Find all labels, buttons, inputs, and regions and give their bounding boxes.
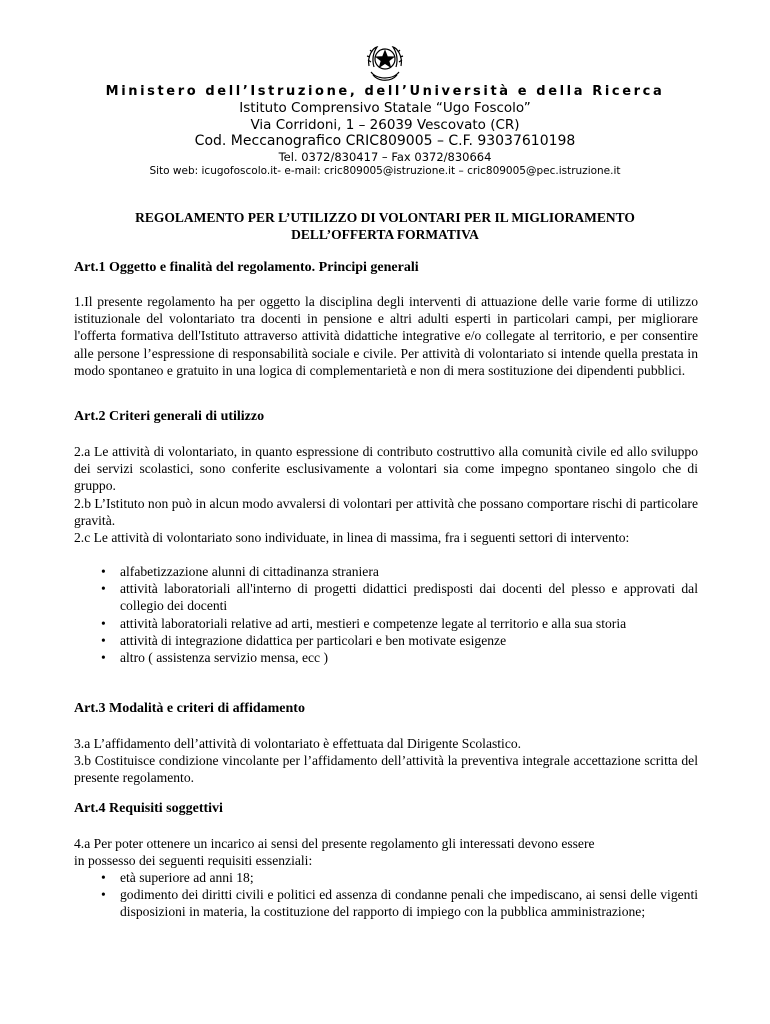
document-title-line1: REGOLAMENTO PER L’UTILIZZO DI VOLONTARI PER IL MIGLIORAMENTO xyxy=(135,210,635,225)
list-item: • godimento dei diritti civili e politici ed assenza di condanne penali che impediscano, ai sensi delle vigenti disposizioni in materia, la costituzione del rapporto di impiego con la pubblica amministrazione; xyxy=(101,887,698,920)
list-item: • attività laboratoriali relative ad arti, mestieri e competenze legate al territorio e alla sua storia xyxy=(101,615,627,631)
list-item: • alfabetizzazione alunni di cittadinanza straniera xyxy=(101,564,379,579)
bullet-icon: • xyxy=(101,615,106,631)
art1-heading: Art.1 Oggetto e finalità del regolamento. Principi generali xyxy=(74,260,419,275)
bullet-icon: • xyxy=(101,632,106,648)
list-item: • attività di integrazione didattica per particolari e ben motivate esigenze xyxy=(101,632,507,648)
school-address: Via Corridoni, 1 – 26039 Vescovato (CR) xyxy=(250,117,520,133)
italian-republic-emblem-icon xyxy=(363,40,407,84)
art2-paragraph-b: 2.b L’Istituto non può in alcun modo avvalersi di volontari per attività che possano comportare rischi di particolare gravità. xyxy=(74,496,698,529)
bullet-icon: • xyxy=(101,581,106,597)
bullet-icon: • xyxy=(101,564,106,579)
school-phone: Tel. 0372/830417 – Fax 0372/830664 xyxy=(278,150,492,164)
art2-paragraph-c: 2.c Le attività di volontariato sono individuate, in linea di massima, fra i seguenti settori di intervento: xyxy=(74,530,630,545)
document-title-line2: DELL’OFFERTA FORMATIVA xyxy=(291,227,479,242)
art1-paragraph: 1.Il presente regolamento ha per oggetto la disciplina degli interventi di attuazione delle varie forme di utilizzo istituzionale del volontariato tra docenti in pensione e altri adulti esperti in particolari campi, per migliorare l'offerta formativa dell'Istituto attraverso attività didattiche integrative e/o collegate al territorio, e per consentire alle persone l’espressione di responsabilità sociale e civile. Per attività di volontariato si intende quella prestata in modo spontaneo e gratuito in una logica di complementarietà e non di mera sostituzione dei dipendenti pubblici. xyxy=(74,294,698,378)
art2-heading: Art.2 Criteri generali di utilizzo xyxy=(74,409,265,424)
art4-paragraph-a-line2: in possesso dei seguenti requisiti essenziali: xyxy=(74,853,313,869)
art4-heading: Art.4 Requisiti soggettivi xyxy=(74,801,223,816)
art4-paragraph-a-line1: 4.a Per poter ottenere un incarico ai sensi del presente regolamento gli interessati devono essere xyxy=(74,836,595,851)
school-code: Cod. Meccanografico CRIC809005 – C.F. 93037610198 xyxy=(194,133,576,149)
art3-heading: Art.3 Modalità e criteri di affidamento xyxy=(74,701,305,716)
list-item: • attività laboratoriali all'interno di progetti didattici predisposti dai docenti del plesso e approvati dal collegio dei docenti xyxy=(101,581,698,614)
list-item: • età superiore ad anni 18; xyxy=(101,870,254,885)
art2-sector-list xyxy=(74,563,698,666)
document-title xyxy=(60,209,710,243)
bullet-icon: • xyxy=(101,870,106,885)
art3-paragraph-a: 3.a L’affidamento dell’attività di volontariato è effettuata dal Dirigente Scolastico. xyxy=(74,736,522,751)
bullet-icon: • xyxy=(101,650,106,666)
school-name: Istituto Comprensivo Statale “Ugo Foscolo” xyxy=(239,100,531,116)
list-item: • altro ( assistenza servizio mensa, ecc ) xyxy=(101,650,328,666)
bullet-icon: • xyxy=(101,887,106,903)
school-contacts: Sito web: icugofoscolo.it- e-mail: cric809005@istruzione.it – cric809005@pec.istruzione.it xyxy=(149,165,621,177)
art3-paragraph-b: 3.b Costituisce condizione vincolante per l’affidamento dell’attività la preventiva integrale accettazione scritta del presente regolamento. xyxy=(74,753,698,786)
art2-paragraph-a: 2.a Le attività di volontariato, in quanto espressione di contributo costruttivo alla comunità civile ed allo sviluppo dei servizi scolastici, sono conferite esclusivamente a volontari sia come impegno spontaneo singolo che di gruppo. xyxy=(74,444,698,494)
art4-paragraph-a xyxy=(74,835,698,869)
ministry-name: Ministero dell’Istruzione, dell’Università e della Ricerca xyxy=(105,84,665,99)
art4-requirements-list xyxy=(74,869,698,921)
